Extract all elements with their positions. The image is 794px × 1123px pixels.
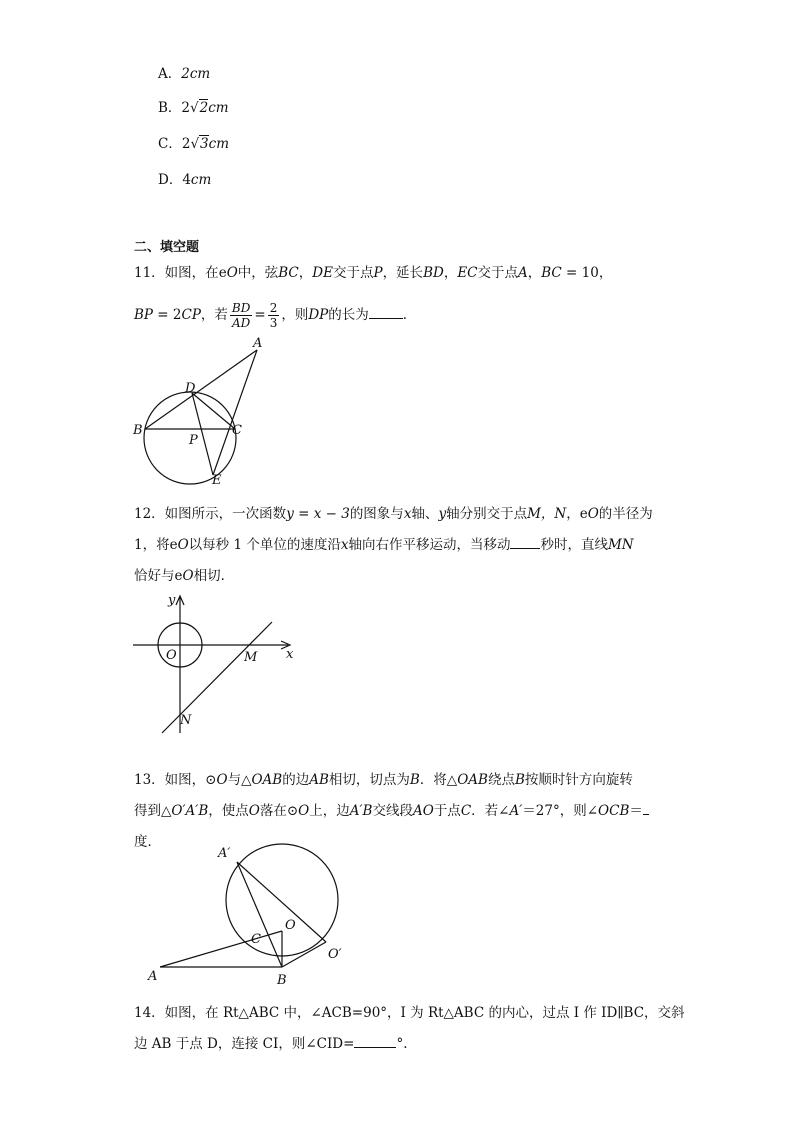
q12-label-x: x (286, 647, 294, 662)
fraction-2-3: $\frac{2}{3}$ (269, 301, 278, 330)
q13-line-bop (282, 942, 326, 967)
q12-line-3: 恰好与eO相切． (134, 568, 235, 584)
option-unit: cm (190, 172, 212, 188)
q13-label-b: B (277, 973, 287, 988)
q11-line-1: 11．如图，在eO中，弦BC，DE交于点P，延长BD，EC交于点A，BC = 10， (134, 265, 613, 281)
q13-label-a: A (148, 969, 158, 984)
q13-label-c: C (251, 932, 261, 947)
q14-line-1: 14．如图，在 Rt△ABC 中，∠ACB=90°，I 为 Rt△ABC 的内心，过点 I 作 ID∥BC，交斜 (134, 1005, 685, 1021)
q13-line-1: 13．如图，⊙O与△OAB的边AB相切，切点为B．将△OAB绕点B按顺时针方向旋转 (134, 772, 633, 788)
answer-blank-q14[interactable] (354, 1034, 396, 1048)
q14-line-2: 边 AB 于点 D，连接 CI，则∠CID= °. (134, 1036, 408, 1052)
q11-label-a: A (253, 336, 263, 351)
q11-label-e: E (212, 473, 222, 488)
q13-label-o: O (285, 918, 296, 933)
option-value: 2 (181, 66, 190, 82)
option-unit: cm (189, 66, 211, 82)
sqrt-sign: √ (190, 136, 200, 152)
section-title: 二、填空题 (134, 240, 200, 255)
fraction-bd-ad: $\frac{BD}{AD}$ (231, 301, 251, 330)
q12-line-1: 12．如图所示，一次函数y = x − 3的图象与x轴、y轴分别交于点M，N，eO的半径为 (134, 506, 653, 522)
option-coef: 2 (181, 136, 191, 152)
q13-line-2: 得到△O′A′B，使点O落在⊙O上，边A′B交线段AO于点C．若∠A′＝27°，则∠OCB＝ (134, 801, 649, 821)
q13-label-oprime: O′ (328, 947, 342, 962)
q11-label-p: P (189, 433, 198, 448)
q13-line-apop (237, 862, 326, 942)
q13-label-aprime: A′ (218, 846, 231, 861)
option-letter: C． (158, 136, 182, 152)
option-coef: 2 (181, 100, 191, 116)
option-value: 4 (182, 172, 191, 188)
q13-line-ao (160, 931, 282, 967)
option-unit: cm (208, 136, 230, 152)
q11-label-c: C (232, 423, 242, 438)
q11-line-2: BP = 2CP，若 $\frac{BD}{AD}$ = $\frac{2}{3}$ ，则DP的长为 ． (134, 301, 417, 330)
q12-label-y: y (168, 593, 176, 608)
option-letter: D． (158, 172, 183, 188)
option-radicand: 2 (199, 100, 209, 116)
option-radicand: 3 (200, 136, 209, 152)
option-letter: B． (158, 100, 182, 116)
option-unit: cm (208, 100, 229, 116)
q12-label-m: M (244, 650, 258, 665)
q11-label-d: D (185, 381, 196, 396)
q12-line-2: 1，将eO以每秒 1 个单位的速度沿x轴向右作平移运动，当移动 秒时，直线MN (134, 537, 634, 553)
sqrt-sign: √ (190, 100, 199, 116)
q13-line-3: 度． (134, 834, 161, 850)
q11-label-b: B (133, 423, 143, 438)
option-letter: A． (158, 66, 182, 82)
q12-label-n: N (180, 713, 192, 728)
q12-label-o: O (166, 648, 177, 663)
